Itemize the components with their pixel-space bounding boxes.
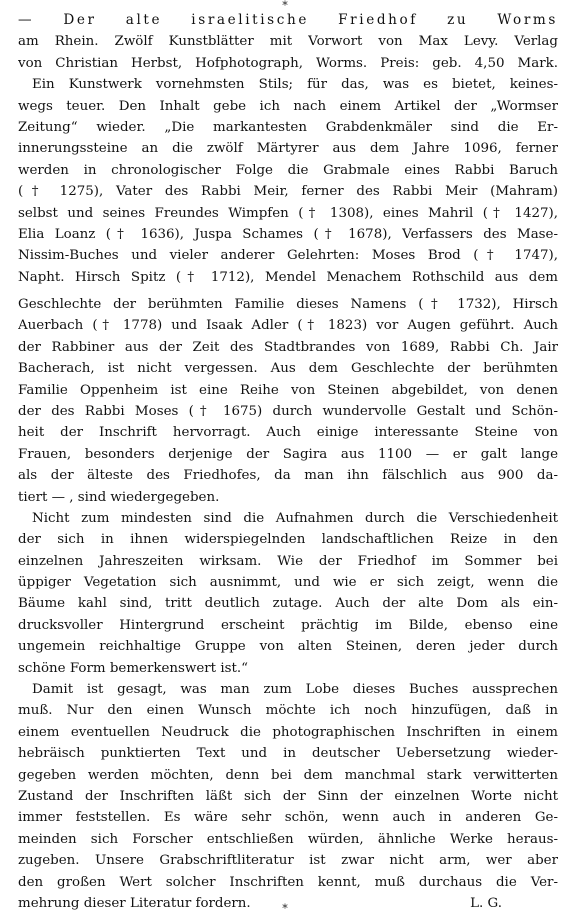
text-line: Elia Loanz († 1636), Juspa Schames († 1678), Verfassers des Mase- (18, 226, 558, 242)
text-line: Bacherach, ist nicht vergessen. Aus dem Geschlechte der berühmten (18, 361, 558, 377)
text-line: Damit ist gesagt, was man zum Lobe dieses Buches aussprechen (32, 682, 558, 698)
text-line: werden in chronologischer Folge die Grabmale eines Rabbi Baruch (18, 162, 558, 178)
review-column-bottom (18, 294, 558, 914)
text-line: hebräisch punktierten Text und in deutscher Uebersetzung wieder- (18, 746, 558, 762)
text-line: am Rhein. Zwölf Kunstblätter mit Vorwort von Max Levy. Verlag (18, 34, 558, 50)
text-line: immer feststellen. Es wäre sehr schön, wenn auch in anderen Ge- (18, 810, 558, 826)
text-line: einem eventuellen Neudruck die photographischen Inschriften in einem (18, 724, 558, 740)
final-text: mehrung dieser Literatur fordern. (18, 895, 251, 911)
text-line: gegeben werden möchten, denn bei dem manchmal stark verwitterten (18, 767, 558, 783)
text-line: der sich in ihnen widerspiegelnden landschaftlichen Reize in den (18, 532, 558, 548)
bottom-ornament: * (282, 902, 288, 915)
text-line: schöne Form bemerkenswert ist.“ (18, 660, 248, 676)
text-line: tiert — , sind wiedergegeben. (18, 489, 220, 505)
text-line: einzelnen Jahreszeiten wirksam. Wie der Friedhof im Sommer bei (18, 553, 558, 569)
text-line: Frauen, besonders derjenige der Sagira aus 1100 — er galt lange (18, 446, 558, 462)
text-line: Nicht zum mindesten sind die Aufnahmen durch die Verschiedenheit (32, 510, 558, 526)
text-line: innerungssteine an die zwölf Märtyrer aus dem Jahre 1096, ferner (18, 141, 558, 157)
text-line: Zeitung“ wieder. „Die markantesten Grabdenkmäler sind die Er- (18, 119, 558, 135)
text-line: der des Rabbi Moses († 1675) durch wundervolle Gestalt und Schön- (18, 403, 558, 419)
review-column-top (18, 10, 558, 288)
top-ornament: * (282, 0, 288, 12)
text-line: Napht. Hirsch Spitz († 1712), Mendel Menachem Rothschild aus dem (18, 269, 558, 285)
text-line: üppiger Vegetation sich ausnimmt, und wie er sich zeigt, wenn die (18, 575, 558, 591)
text-line: ungemein reichhaltige Gruppe von alten Steinen, deren jeder durch (18, 639, 558, 655)
review-heading-line: — Der alte israelitische Friedhof zu Worms (18, 12, 558, 28)
text-line: von Christian Herbst, Hofphotograph, Worms. Preis: geb. 4,50 Mark. (18, 55, 558, 71)
text-line: heit der Inschrift hervorragt. Auch einige interessante Steine von (18, 425, 558, 441)
text-line: Familie Oppenheim ist eine Reihe von Steinen abgebildet, von denen (18, 382, 558, 398)
text-line: muß. Nur den einen Wunsch möchte ich noch hinzufügen, daß in (18, 703, 558, 719)
author-signature: L. G. (470, 895, 502, 911)
text-line: wegs teuer. Den Inhalt gebe ich nach einem Artikel der „Wormser (18, 98, 558, 114)
text-line: meinden sich Forscher entschließen würden, ähnliche Werke heraus- (18, 831, 558, 847)
text-line: Geschlechte der berühmten Familie dieses Namens († 1732), Hirsch (18, 297, 558, 312)
text-line: drucksvoller Hintergrund erscheint prächtig im Bilde, ebenso eine (18, 617, 558, 633)
text-line: zugeben. Unsere Grabschriftliteratur ist zwar nicht arm, wer aber (18, 853, 558, 869)
text-line: Auerbach († 1778) und Isaak Adler († 1823) vor Augen geführt. Auch (18, 318, 558, 334)
text-line: Nissim-Buches und vieler anderer Gelehrten: Moses Brod († 1747), (18, 248, 558, 264)
text-line: Bäume kahl sind, tritt deutlich zutage. Auch der alte Dom als ein- (18, 596, 558, 612)
text-line: der Rabbiner aus der Zeit des Stadtbrandes von 1689, Rabbi Ch. Jair (18, 339, 558, 355)
text-line: († 1275), Vater des Rabbi Meir, ferner des Rabbi Meir (Mahram) (18, 184, 558, 200)
text-line: als der älteste des Friedhofes, da man ihn fälschlich aus 900 da- (18, 468, 558, 484)
text-line: Ein Kunstwerk vornehmsten Stils; für das, was es bietet, keines- (32, 77, 558, 93)
text-line: den großen Wert solcher Inschriften kennt, muß durchaus die Ver- (18, 874, 558, 890)
text-line: Zustand der Inschriften läßt sich der Sinn der einzelnen Worte nicht (18, 788, 558, 804)
text-line: selbst und seines Freundes Wimpfen († 1308), eines Mahril († 1427), (18, 205, 558, 221)
